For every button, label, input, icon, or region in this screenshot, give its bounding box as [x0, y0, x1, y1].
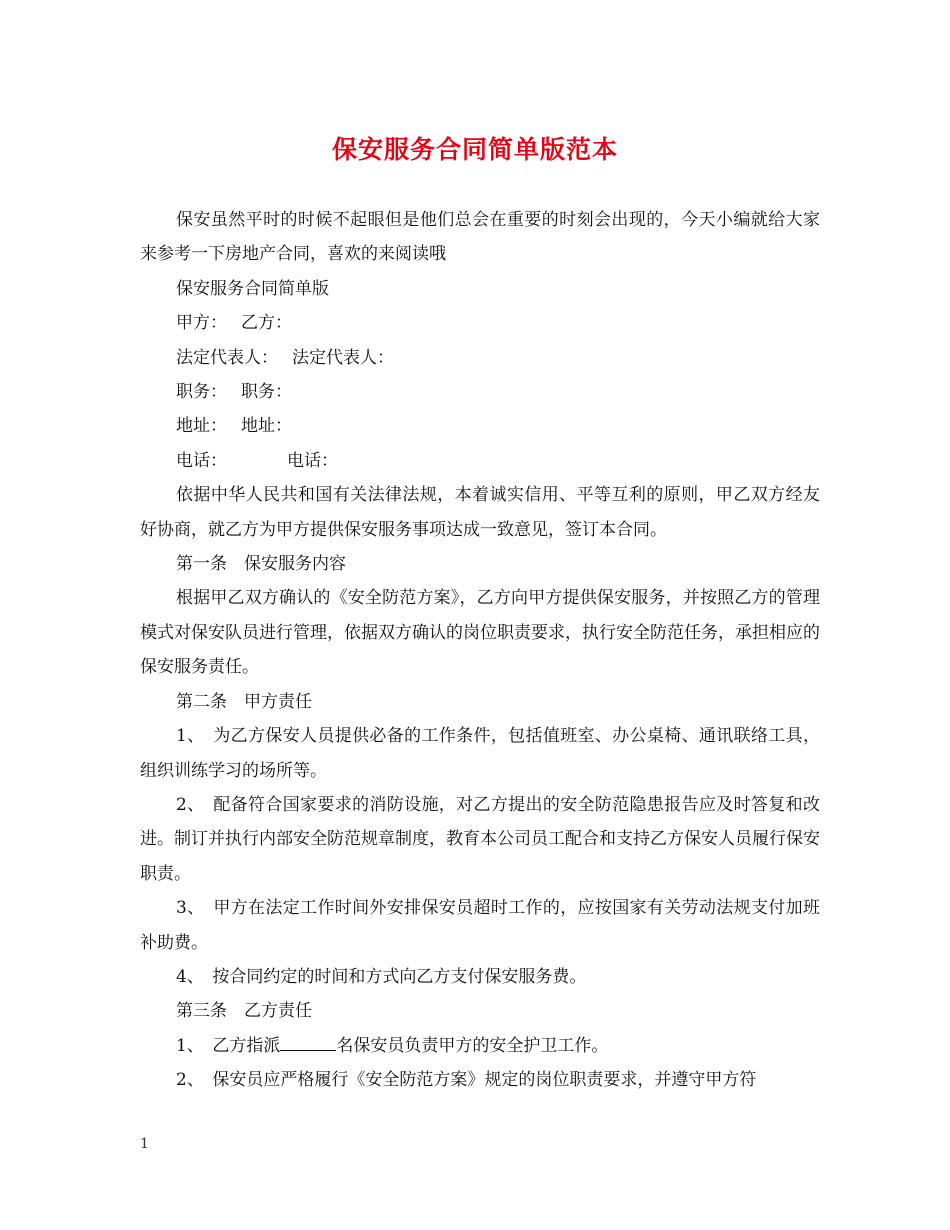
party-line	[140, 306, 820, 340]
representative-line	[140, 341, 820, 375]
intro-paragraph: 保安虽然平时的时候不起眼但是他们总会在重要的时刻会出现的，今天小编就给大家来参考一下房地产合同，喜欢的来阅读哦	[140, 210, 820, 265]
article-1-heading: 第一条 保安服务内容	[176, 554, 346, 575]
rep-a-label: 法定代表人：	[176, 347, 278, 368]
article-3-item-1	[140, 1029, 820, 1063]
article-3-item-2: 2、 保安员应严格履行《安全防范方案》规定的岗位职责要求，并遵守甲方符	[176, 1070, 757, 1091]
position-a-label: 职务：	[176, 382, 227, 403]
article-2-item-4: 4、 按合同约定的时间和方式向乙方支付保安服务费。	[176, 966, 587, 987]
article-3-heading: 第三条 乙方责任	[176, 1001, 312, 1022]
position-line	[140, 375, 820, 409]
article-2-item-2: 2、 配备符合国家要求的消防设施，对乙方提出的安全防范隐患报告应及时答复和改进。制订并执行内部安全防范规章制度，教育本公司员工配合和支持乙方保安人员履行保安职责。	[140, 794, 820, 884]
address-line	[140, 409, 820, 443]
article-2-heading: 第二条 甲方责任	[176, 691, 312, 712]
document-body	[140, 203, 820, 1098]
document-title: 保安服务合同简单版范本	[331, 135, 618, 164]
article-3-item-1-suffix: 名保安员负责甲方的安全护卫工作。	[336, 1035, 609, 1056]
preamble-paragraph: 依据中华人民共和国有关法律法规，本着诚实信用、平等互利的原则，甲乙双方经友好协商，就乙方为甲方提供保安服务事项达成一致意见，签订本合同。	[140, 485, 820, 540]
page-number: 1	[140, 1136, 149, 1152]
fill-in-blank	[280, 1036, 336, 1051]
phone-a-label: 电话：	[176, 450, 227, 471]
party-b-label: 乙方：	[241, 313, 292, 334]
address-b-label: 地址：	[241, 416, 292, 437]
party-a-label: 甲方：	[176, 313, 227, 334]
article-2-item-3: 3、 甲方在法定工作时间外安排保安员超时工作的，应按国家有关劳动法规支付加班补助费。	[140, 898, 820, 953]
contract-subtitle: 保安服务合同简单版	[176, 278, 329, 299]
article-1-text: 根据甲乙双方确认的《安全防范方案》，乙方向甲方提供保安服务，并按照乙方的管理模式对保安队员进行管理，依据双方确认的岗位职责要求，执行安全防范任务，承担相应的保安服务责任。	[140, 588, 820, 678]
address-a-label: 地址：	[176, 416, 227, 437]
article-3-item-1-prefix: 1、 乙方指派	[176, 1035, 281, 1056]
phone-b-label: 电话：	[287, 450, 338, 471]
rep-b-label: 法定代表人：	[292, 347, 394, 368]
phone-line	[140, 444, 820, 478]
position-b-label: 职务：	[241, 382, 292, 403]
article-2-item-1: 1、 为乙方保安人员提供必备的工作条件，包括值班室、办公桌椅、通讯联络工具，组织训练学习的场所等。	[140, 726, 820, 781]
